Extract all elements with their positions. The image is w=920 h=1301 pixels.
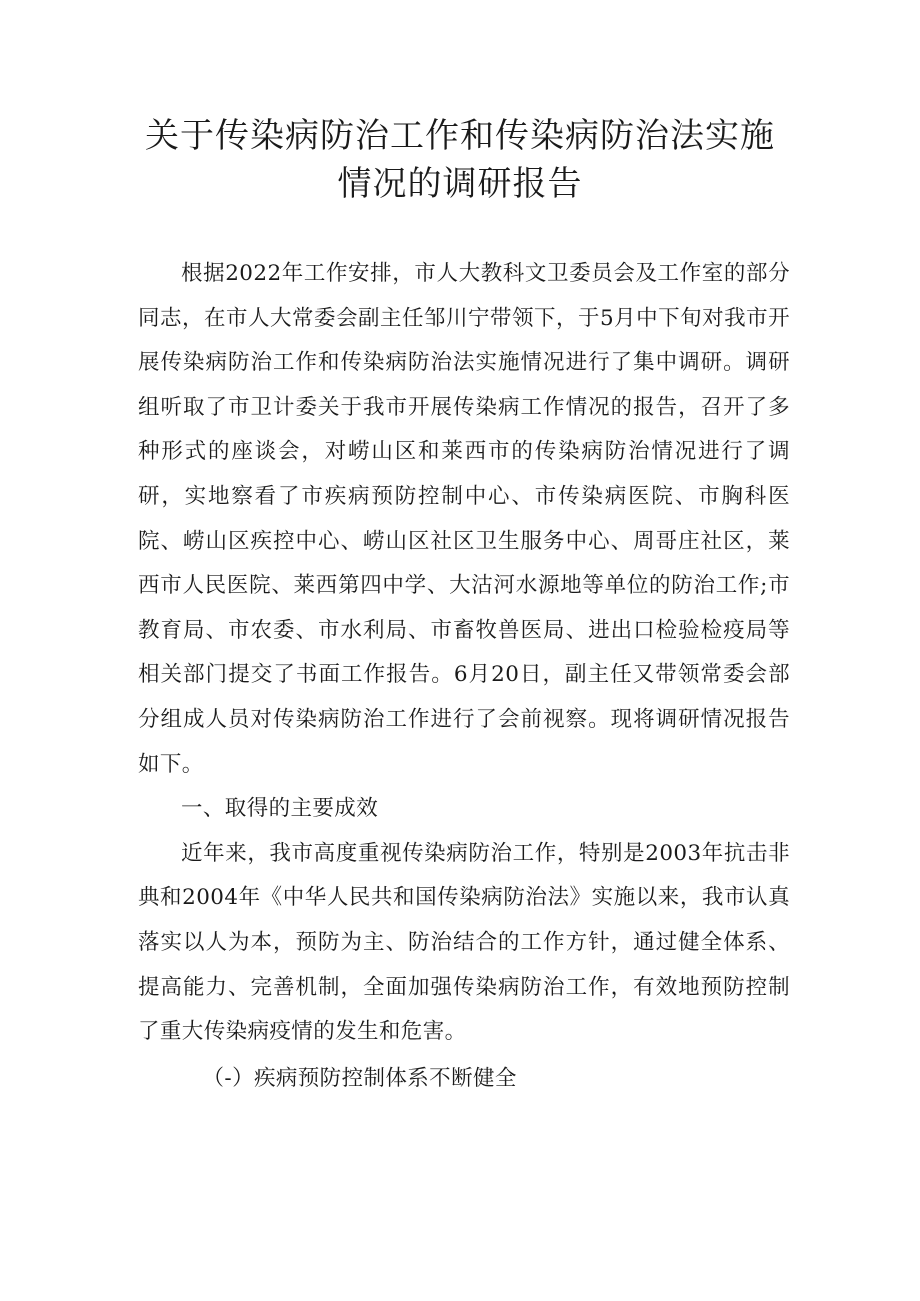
section-heading-1: 一、取得的主要成效 — [181, 796, 379, 822]
document-body — [138, 252, 790, 1101]
document-title — [0, 112, 920, 208]
title-line-2: 情况的调研报告 — [337, 164, 583, 204]
title-line-1: 关于传染病防治工作和传染病防治法实施 — [145, 116, 775, 156]
paragraph-intro: 根据2022年工作安排，市人大教科文卫委员会及工作室的部分同志，在市人大常委会副主任邹川宁带领下，于5月中下旬对我市开展传染病防治工作和传染病防治法实施情况进行了集中调研。调研组听取了市卫计委关于我市开展传染病工作情况的报告，召开了多种形式的座谈会，对崂山区和莱西市的传染病防治情况进行了调研，实地察看了市疾病预防控制中心、市传染病医院、市胸科医院、崂山区疾控中心、崂山区社区卫生服务中心、周哥庄社区，莱西市人民医院、莱西第四中学、大沽河水源地等单位的防治工作;市教育局、市农委、市水利局、市畜牧兽医局、进出口检验检疫局等相关部门提交了书面工作报告。6月20日，副主任又带领常委会部分组成人员对传染病防治工作进行了会前视察。现将调研情况报告如下。 — [138, 261, 790, 777]
paragraph-achievements: 近年来，我市高度重视传染病防治工作，特别是2003年抗击非典和2004年《中华人民共和国传染病防治法》实施以来，我市认真落实以人为本，预防为主、防治结合的工作方针，通过健全体系、提高能力、完善机制，全面加强传染病防治工作，有效地预防控制了重大传染病疫情的发生和危害。 — [138, 840, 790, 1045]
subsection-heading-1: （-）疾病预防控制体系不断健全 — [202, 1065, 517, 1091]
